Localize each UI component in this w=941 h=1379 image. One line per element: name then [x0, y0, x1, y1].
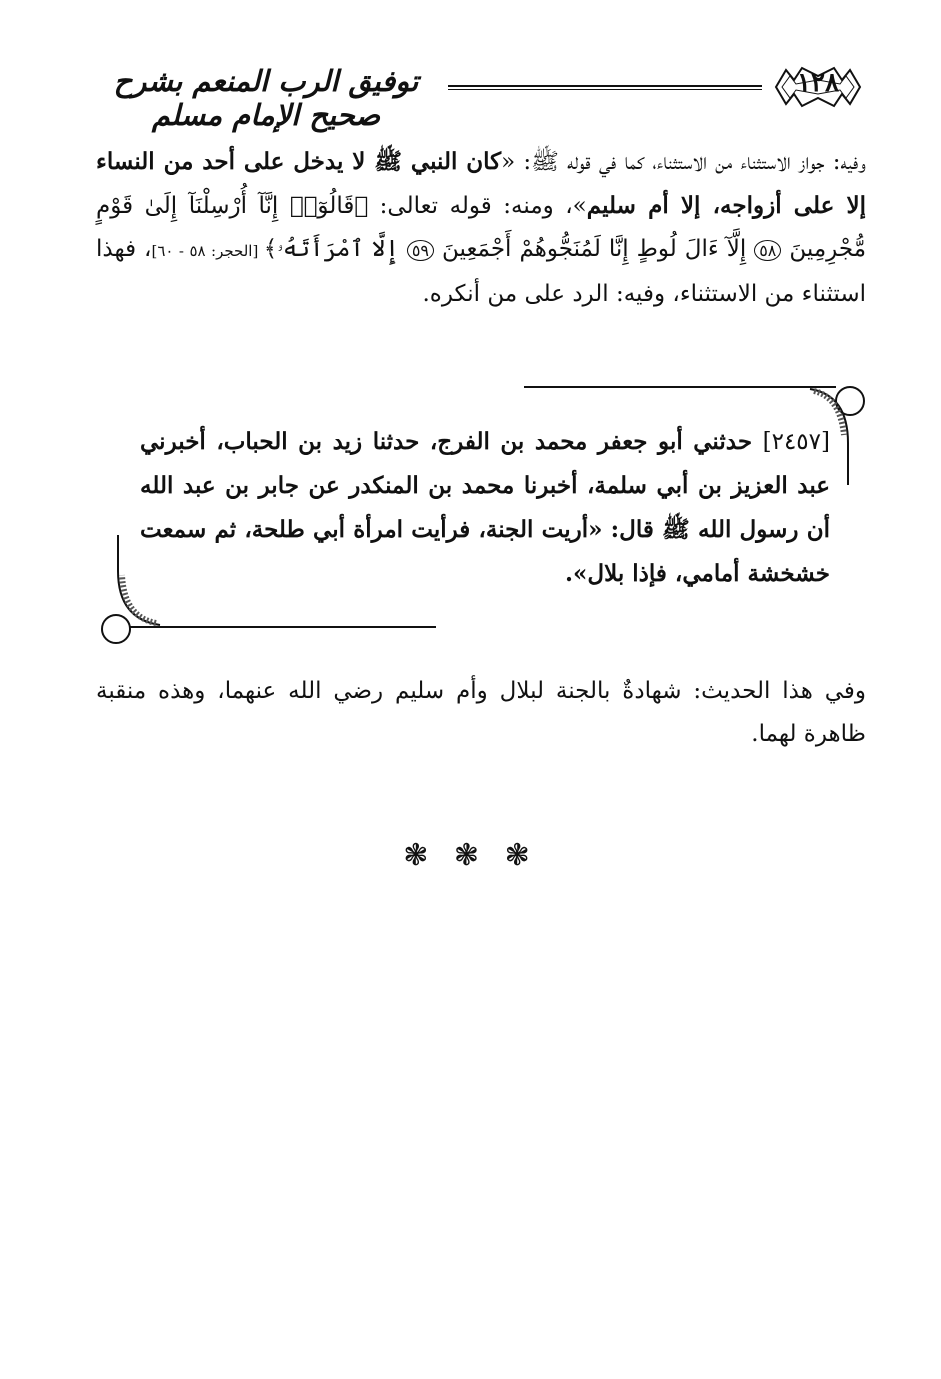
section-separator: ❃ ❃ ❃ [403, 838, 538, 873]
ayah-number-badge: ٥٨ [754, 240, 781, 261]
page-number: ١٢٨ [797, 68, 839, 98]
running-title: توفيق الرب المنعم بشرح صحيح الإمام مسلم [113, 64, 419, 132]
hadith-quote: كان النبي ﷺ لا يدخل على أحد من النساء إلا على أزواجه، إلا أم سليم [96, 148, 867, 219]
header-rule-thin [448, 89, 762, 90]
hadith-number: [٢٤٥٧] [762, 429, 830, 455]
page-header [96, 58, 866, 132]
quran-citation: [الحجر: ٥٨ - ٦٠] [151, 242, 264, 260]
quran-verse: إِلَّآ ءَالَ لُوطٍ إِنَّا لَمُنَجُّوهُمْ أَجْمَعِينَ [434, 236, 755, 262]
commentary-text: »، ومنه: قوله تعالى: [379, 193, 587, 219]
hadith-text [140, 420, 830, 596]
quran-verse: ﴿قَالُوٓا۟ إِنَّآ أُرْسِلْنَآ إِلَىٰ قَوْمٍ مُّجْرِمِينَ [96, 193, 867, 262]
ayah-number-badge: ٥٩ [407, 240, 434, 261]
quran-verse: إِلَّا ٱمْرَأَتَهُۥ﴾ [263, 236, 407, 262]
commentary-text: وفيه: جواز الاستثناء من الاستثناء، كما في قوله ﷺ: « [501, 149, 866, 175]
commentary-paragraph [96, 140, 866, 316]
commentary-text: ، فهذا استثناء من الاستثناء، وفيه: الرد على من أنكره. [96, 236, 866, 307]
hadith-body: حدثني أبو جعفر محمد بن الفرج، حدثنا زيد بن الحباب، أخبرني عبد العزيز بن أبي سلمة، أخبرنا محمد بن المنكدر عن جابر بن عبد الله أن رسول الله ﷺ قال: «أريت الجنة، فرأيت امرأة أبي طلحة، ثم سمعت خشخشة أمامي، فإذا بلال». [140, 428, 830, 587]
commentary-paragraph-2: وفي هذا الحديث: شهادةٌ بالجنة لبلال وأم سليم رضي الله عنهما، وهذه منقبة ظاهرة لهما. [96, 678, 866, 747]
header-rule [448, 85, 762, 87]
